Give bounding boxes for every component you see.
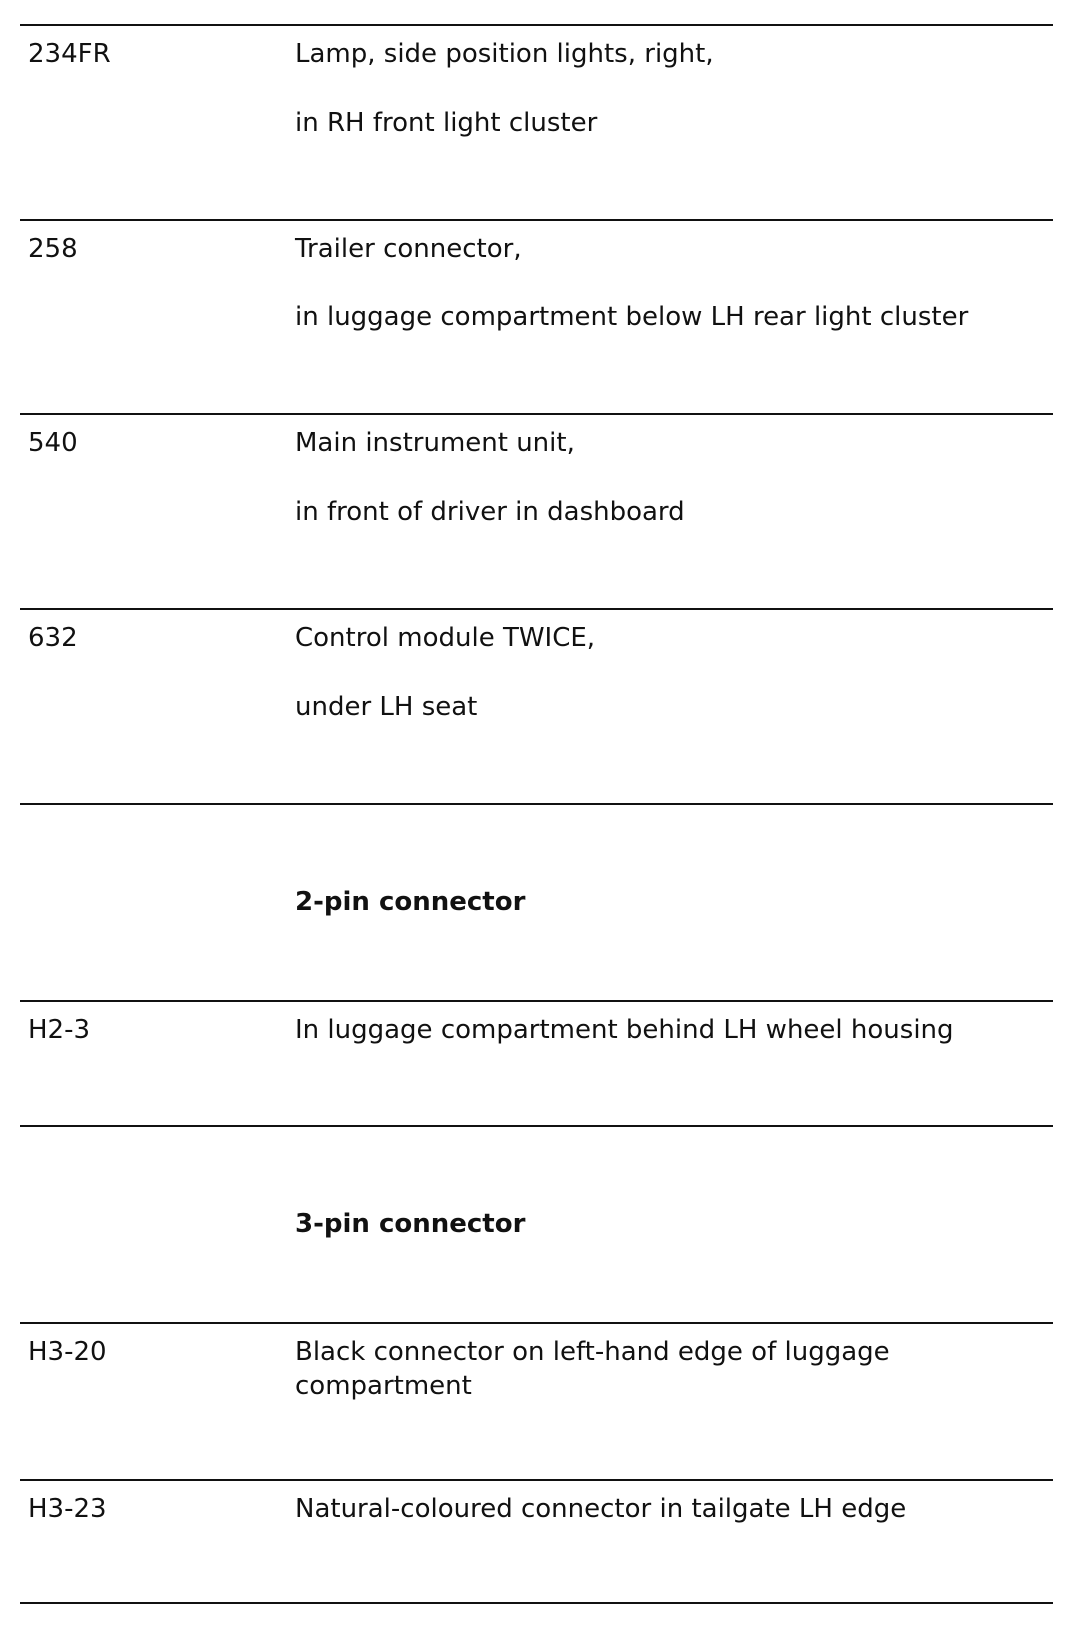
row-divider: [20, 219, 1053, 221]
connector-code: H2-3: [28, 1015, 91, 1045]
row-divider: [20, 1602, 1053, 1604]
row-divider: [20, 1322, 1053, 1324]
section-heading: 2-pin connector: [295, 887, 526, 917]
connector-code: H3-20: [28, 1337, 107, 1367]
row-divider: [20, 413, 1053, 415]
connector-code: H3-23: [28, 1494, 107, 1524]
section-heading: 3-pin connector: [295, 1209, 526, 1239]
connector-location: Black connector on left-hand edge of luggage compartment: [295, 1337, 890, 1401]
component-code: 540: [28, 428, 78, 458]
row-divider: [20, 608, 1053, 610]
component-description: Lamp, side position lights, right,: [295, 39, 714, 69]
component-location: under LH seat: [295, 692, 478, 722]
component-location: in front of driver in dashboard: [295, 497, 685, 527]
connector-location: Natural-coloured connector in tailgate LH edge: [295, 1494, 907, 1524]
row-divider: [20, 1479, 1053, 1481]
row-divider: [20, 1125, 1053, 1127]
row-divider: [20, 24, 1053, 26]
row-divider: [20, 803, 1053, 805]
component-code: 234FR: [28, 39, 111, 69]
component-code: 258: [28, 234, 78, 264]
row-divider: [20, 1000, 1053, 1002]
connector-location: In luggage compartment behind LH wheel housing: [295, 1015, 954, 1045]
component-description: Trailer connector,: [295, 234, 522, 264]
component-location: in luggage compartment below LH rear light cluster: [295, 302, 969, 332]
component-description: Control module TWICE,: [295, 623, 596, 653]
component-code: 632: [28, 623, 78, 653]
component-location: in RH front light cluster: [295, 108, 598, 138]
component-description: Main instrument unit,: [295, 428, 575, 458]
